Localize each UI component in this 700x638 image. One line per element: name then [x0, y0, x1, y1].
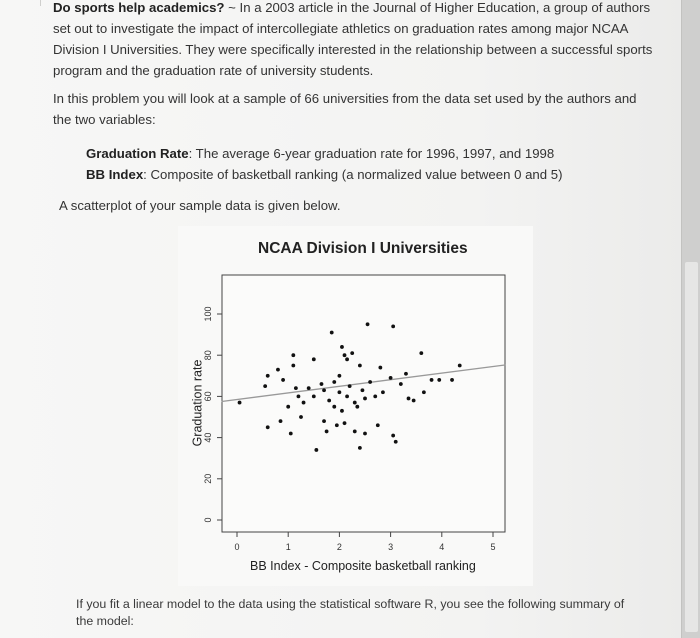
variable-desc: : The average 6-year graduation rate for 1996, 1997, and 1998	[188, 146, 555, 161]
data-point	[297, 395, 301, 399]
data-point	[299, 415, 303, 419]
x-tick-label: 0	[234, 542, 240, 552]
data-point	[345, 395, 349, 399]
data-point	[404, 372, 408, 376]
data-point	[279, 419, 283, 423]
data-point	[325, 430, 329, 434]
data-point	[412, 399, 416, 403]
data-point	[343, 421, 347, 425]
data-point	[358, 446, 362, 450]
data-point	[358, 364, 362, 368]
data-point	[289, 432, 293, 436]
scatter-caption: A scatterplot of your sample data is given below.	[59, 198, 341, 213]
variable-desc: : Composite of basketball ranking (a normalized value between 0 and 5)	[143, 167, 563, 182]
y-tick-label: 0	[203, 517, 213, 523]
data-point	[361, 388, 365, 392]
data-point	[286, 405, 290, 409]
data-point	[266, 374, 270, 378]
data-point	[291, 353, 295, 357]
data-point	[338, 390, 342, 394]
data-point	[353, 430, 357, 434]
data-point	[302, 401, 306, 405]
variable-name: BB Index	[86, 167, 144, 182]
data-point	[322, 419, 326, 423]
data-point	[338, 374, 342, 378]
data-point	[348, 384, 352, 388]
scrollbar[interactable]	[681, 0, 700, 638]
data-point	[276, 368, 280, 372]
data-point	[322, 388, 326, 392]
data-point	[376, 423, 380, 427]
data-point	[350, 351, 354, 355]
data-point	[335, 423, 339, 427]
y-axis-label: Graduation rate	[190, 359, 205, 447]
data-point	[330, 331, 334, 335]
data-point	[391, 324, 395, 328]
data-point	[263, 384, 267, 388]
intro-body: In a 2003 article in the Journal of Higher Education, a group of authors set out to investigate the impact of intercollegiate athletics on graduation rates among major NCAA Division I Universities. They were specifically interested in the relationship between a successful sports program and the graduation rate of university students.	[53, 0, 653, 78]
data-point	[391, 434, 395, 438]
data-point	[437, 378, 441, 382]
y-tick-label: 100	[203, 306, 213, 322]
data-point	[343, 353, 347, 357]
data-point	[312, 357, 316, 361]
data-point	[340, 345, 344, 349]
y-tick-label: 40	[203, 432, 213, 443]
intro-heading: Do sports help academics?	[53, 0, 225, 15]
data-point	[450, 378, 454, 382]
x-tick-label: 2	[336, 542, 342, 552]
data-point	[307, 386, 311, 390]
data-point	[312, 395, 316, 399]
scrollbar-thumb[interactable]	[685, 262, 698, 632]
data-point	[368, 380, 372, 384]
data-point	[355, 405, 359, 409]
model-summary-intro: If you fit a linear model to the data using the statistical software R, you see the following summary of the model:	[76, 597, 625, 628]
data-point	[340, 409, 344, 413]
y-tick-label: 60	[203, 391, 213, 402]
data-point	[332, 405, 336, 409]
sample-paragraph: In this problem you will look at a sample of 66 universities from the data set used by the authors and the two variables:	[53, 91, 637, 127]
data-point	[394, 440, 398, 444]
y-tick-label: 80	[203, 350, 213, 361]
data-point	[294, 386, 298, 390]
data-point	[399, 382, 403, 386]
data-point	[291, 364, 295, 368]
x-tick-label: 4	[439, 542, 445, 552]
data-point	[381, 390, 385, 394]
plot-frame	[222, 275, 505, 532]
data-point	[345, 357, 349, 361]
chart-title: NCAA Division I Universities	[258, 240, 468, 257]
data-point	[378, 366, 382, 370]
data-point	[363, 432, 367, 436]
data-point	[366, 322, 370, 326]
data-point	[407, 397, 411, 401]
x-tick-label: 1	[285, 542, 291, 552]
data-point	[314, 448, 318, 452]
data-point	[238, 401, 242, 405]
data-point	[458, 364, 462, 368]
y-tick-label: 20	[203, 473, 213, 484]
data-point	[320, 382, 324, 386]
data-point	[419, 351, 423, 355]
data-point	[389, 376, 393, 380]
data-point	[422, 390, 426, 394]
x-axis-label: BB Index - Composite basketball ranking	[250, 559, 476, 573]
data-point	[281, 378, 285, 382]
x-tick-label: 5	[490, 542, 496, 552]
data-point	[373, 395, 377, 399]
data-point	[327, 399, 331, 403]
x-tick-label: 3	[388, 542, 394, 552]
data-point	[353, 401, 357, 405]
data-point	[266, 425, 270, 429]
data-point	[363, 397, 367, 401]
variable-name: Graduation Rate	[86, 146, 189, 161]
data-point	[430, 378, 434, 382]
intro-tilde: ~	[224, 0, 240, 15]
data-point	[332, 380, 336, 384]
